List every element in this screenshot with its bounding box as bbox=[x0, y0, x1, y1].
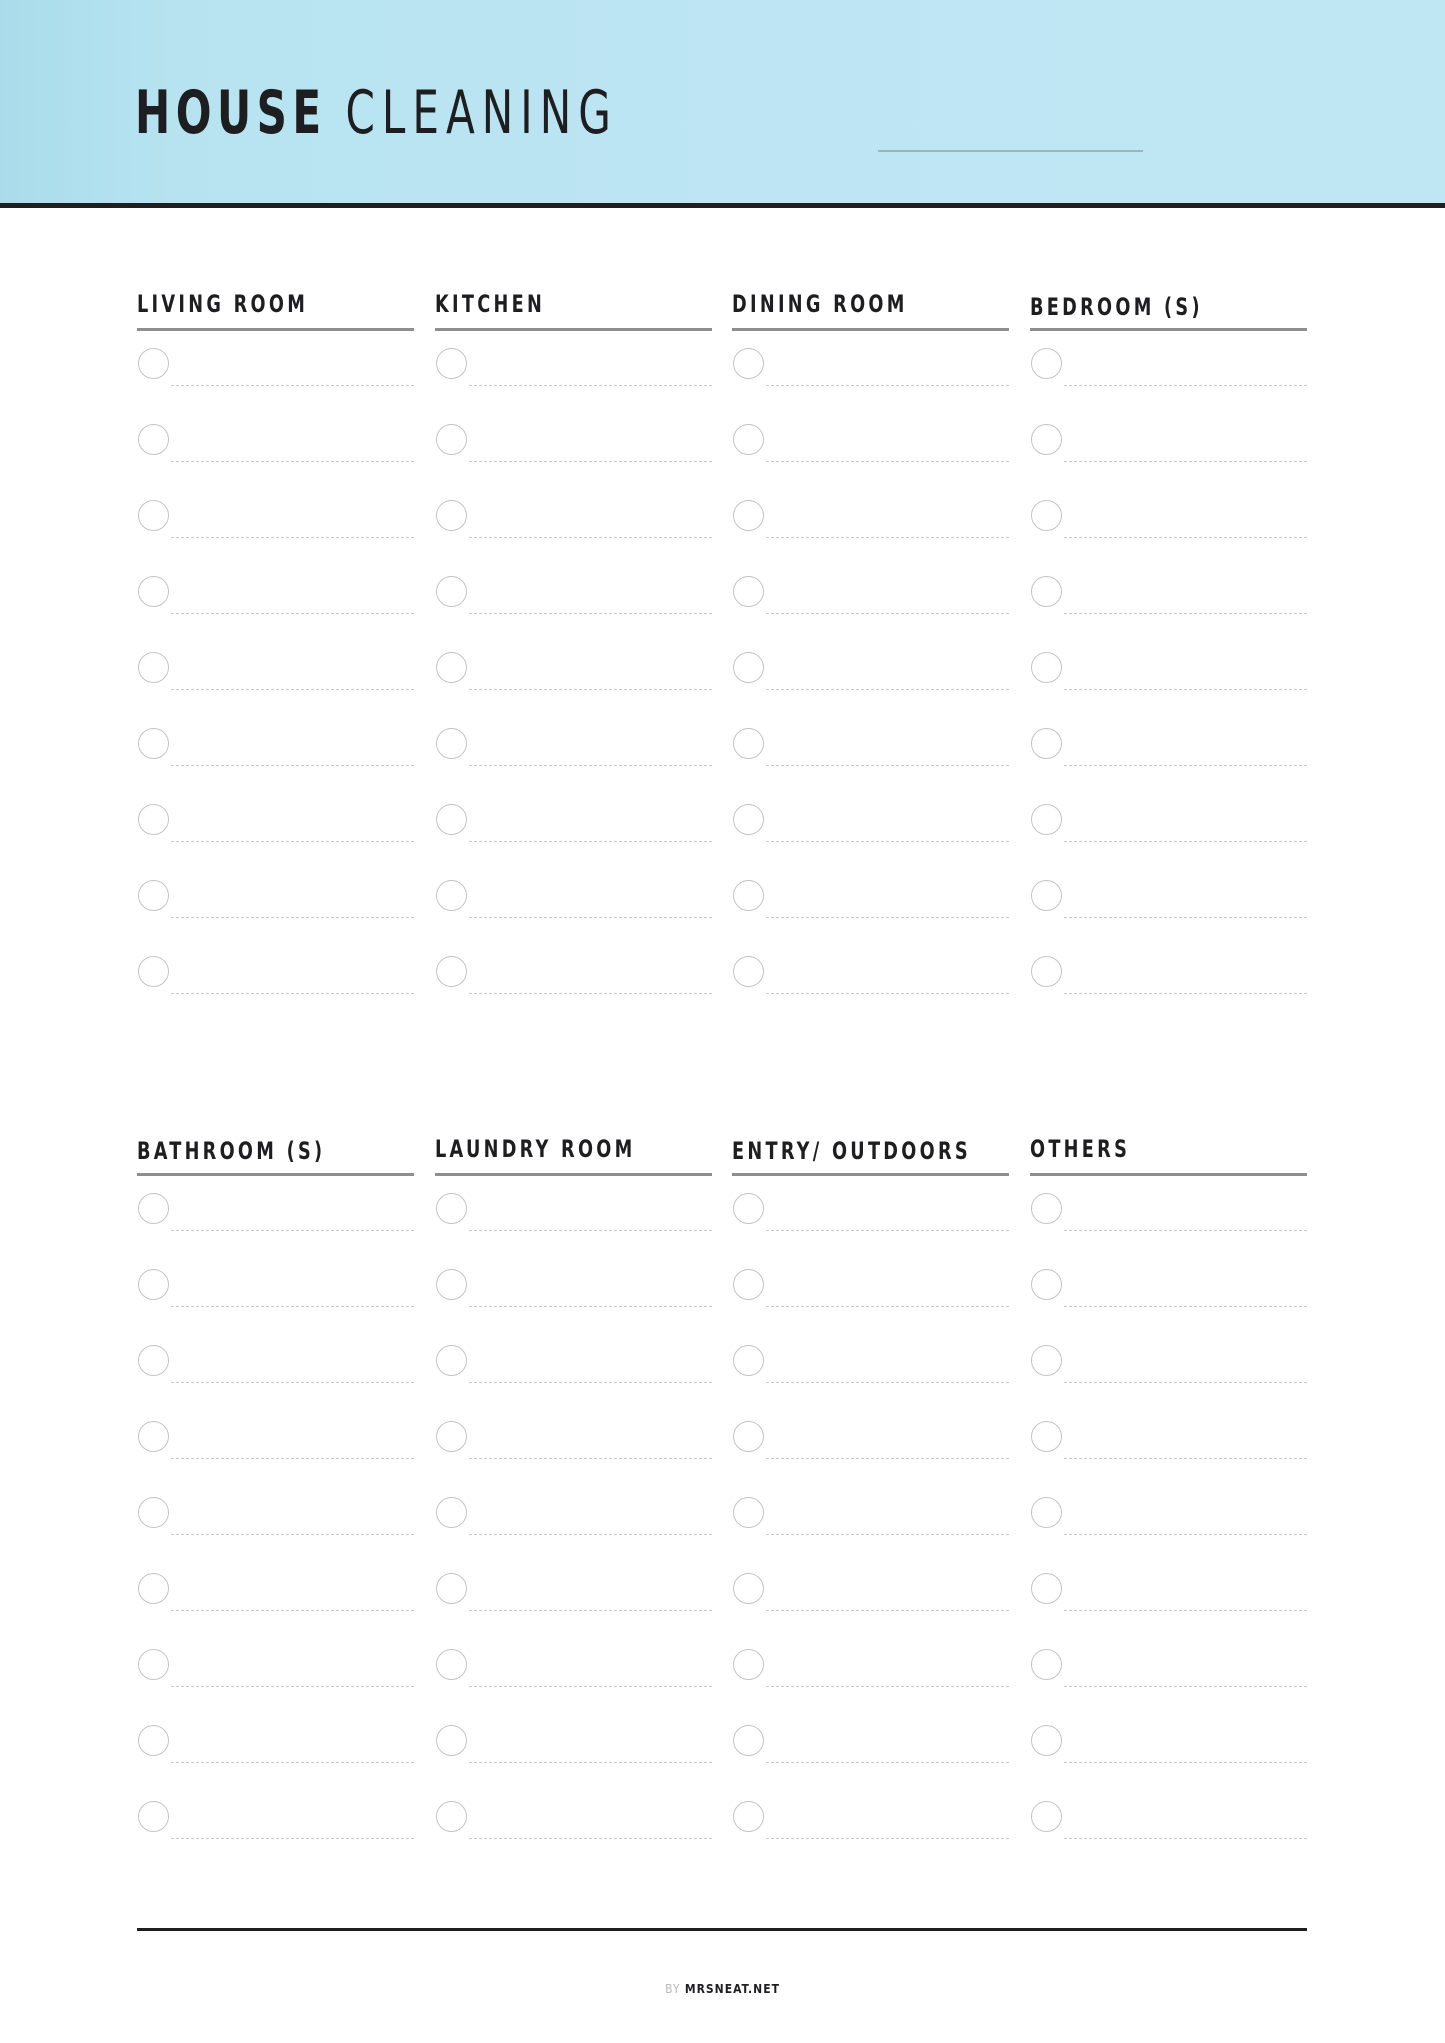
task-row bbox=[732, 1497, 1009, 1573]
checkbox-circle-icon[interactable] bbox=[138, 1497, 169, 1528]
checkbox-circle-icon[interactable] bbox=[733, 1725, 764, 1756]
checkbox-circle-icon[interactable] bbox=[1031, 1269, 1062, 1300]
checkbox-circle-icon[interactable] bbox=[436, 500, 467, 531]
checkbox-circle-icon[interactable] bbox=[733, 1801, 764, 1832]
task-row bbox=[732, 1269, 1009, 1345]
task-write-line[interactable] bbox=[171, 1306, 414, 1307]
checkbox-circle-icon[interactable] bbox=[1031, 1649, 1062, 1680]
task-write-line[interactable] bbox=[766, 917, 1009, 918]
task-row bbox=[1030, 728, 1307, 804]
task-row bbox=[137, 728, 414, 804]
task-row bbox=[1030, 1421, 1307, 1497]
task-row bbox=[1030, 424, 1307, 500]
task-row bbox=[137, 1269, 414, 1345]
task-write-line[interactable] bbox=[766, 385, 1009, 386]
task-write-line[interactable] bbox=[171, 1458, 414, 1459]
task-row bbox=[732, 1649, 1009, 1725]
heading-underline bbox=[1030, 328, 1307, 331]
heading-underline bbox=[732, 1173, 1009, 1176]
checkbox-circle-icon[interactable] bbox=[138, 576, 169, 607]
task-write-line[interactable] bbox=[469, 1838, 712, 1839]
task-row bbox=[732, 1345, 1009, 1421]
task-write-line[interactable] bbox=[469, 537, 712, 538]
task-write-line[interactable] bbox=[171, 689, 414, 690]
task-write-line[interactable] bbox=[766, 993, 1009, 994]
task-row bbox=[137, 1421, 414, 1497]
task-row bbox=[732, 348, 1009, 424]
task-row bbox=[137, 348, 414, 424]
task-row bbox=[732, 956, 1009, 1032]
header-divider bbox=[0, 203, 1445, 208]
checkbox-circle-icon[interactable] bbox=[436, 1649, 467, 1680]
task-row bbox=[435, 1725, 712, 1801]
task-row bbox=[435, 1497, 712, 1573]
task-write-line[interactable] bbox=[171, 1534, 414, 1535]
task-write-line[interactable] bbox=[766, 1686, 1009, 1687]
task-write-line[interactable] bbox=[469, 1230, 712, 1231]
checkbox-circle-icon[interactable] bbox=[733, 804, 764, 835]
checkbox-circle-icon[interactable] bbox=[1031, 1421, 1062, 1452]
checkbox-circle-icon[interactable] bbox=[1031, 956, 1062, 987]
task-write-line[interactable] bbox=[1064, 1534, 1307, 1535]
task-row bbox=[137, 956, 414, 1032]
task-row bbox=[435, 1573, 712, 1649]
task-write-line[interactable] bbox=[469, 461, 712, 462]
task-write-line[interactable] bbox=[766, 1458, 1009, 1459]
task-row bbox=[435, 424, 712, 500]
task-write-line[interactable] bbox=[171, 765, 414, 766]
checkbox-circle-icon[interactable] bbox=[138, 728, 169, 759]
checkbox-circle-icon[interactable] bbox=[733, 1497, 764, 1528]
task-row bbox=[137, 652, 414, 728]
checkbox-circle-icon[interactable] bbox=[733, 576, 764, 607]
task-write-line[interactable] bbox=[469, 613, 712, 614]
checkbox-circle-icon[interactable] bbox=[436, 652, 467, 683]
task-row bbox=[1030, 956, 1307, 1032]
task-write-line[interactable] bbox=[469, 1458, 712, 1459]
checkbox-circle-icon[interactable] bbox=[436, 1497, 467, 1528]
checkbox-circle-icon[interactable] bbox=[138, 1421, 169, 1452]
task-write-line[interactable] bbox=[766, 841, 1009, 842]
page-title bbox=[135, 78, 618, 148]
task-write-line[interactable] bbox=[171, 841, 414, 842]
checkbox-circle-icon[interactable] bbox=[1031, 652, 1062, 683]
task-write-line[interactable] bbox=[766, 1610, 1009, 1611]
checkbox-circle-icon[interactable] bbox=[733, 1269, 764, 1300]
checkbox-circle-icon[interactable] bbox=[436, 424, 467, 455]
task-row bbox=[137, 880, 414, 956]
task-write-line[interactable] bbox=[1064, 1686, 1307, 1687]
task-row bbox=[435, 1421, 712, 1497]
task-row bbox=[1030, 1269, 1307, 1345]
heading-underline bbox=[435, 1173, 712, 1176]
checkbox-circle-icon[interactable] bbox=[138, 1345, 169, 1376]
checkbox-circle-icon[interactable] bbox=[436, 1421, 467, 1452]
task-row bbox=[435, 1345, 712, 1421]
task-row bbox=[435, 500, 712, 576]
task-row bbox=[1030, 1573, 1307, 1649]
room-heading: OTHERS bbox=[1030, 1135, 1131, 1163]
task-write-line[interactable] bbox=[469, 1534, 712, 1535]
checkbox-circle-icon[interactable] bbox=[138, 348, 169, 379]
checkbox-circle-icon[interactable] bbox=[436, 880, 467, 911]
checkbox-circle-icon[interactable] bbox=[1031, 728, 1062, 759]
title-bold: HOUSE bbox=[135, 78, 327, 148]
task-write-line[interactable] bbox=[171, 1762, 414, 1763]
checkbox-circle-icon[interactable] bbox=[436, 1573, 467, 1604]
checkbox-circle-icon[interactable] bbox=[138, 1269, 169, 1300]
checkbox-circle-icon[interactable] bbox=[436, 1345, 467, 1376]
checkbox-circle-icon[interactable] bbox=[436, 1725, 467, 1756]
checkbox-circle-icon[interactable] bbox=[436, 348, 467, 379]
task-row bbox=[1030, 1649, 1307, 1725]
task-row bbox=[435, 1801, 712, 1877]
checkbox-circle-icon[interactable] bbox=[1031, 880, 1062, 911]
task-row bbox=[1030, 500, 1307, 576]
task-row bbox=[137, 1573, 414, 1649]
task-write-line[interactable] bbox=[469, 385, 712, 386]
task-write-line[interactable] bbox=[171, 537, 414, 538]
task-write-line[interactable] bbox=[469, 765, 712, 766]
task-row bbox=[1030, 1497, 1307, 1573]
checkbox-circle-icon[interactable] bbox=[733, 348, 764, 379]
name-write-line[interactable] bbox=[878, 150, 1143, 152]
task-row bbox=[137, 1193, 414, 1269]
task-row bbox=[435, 880, 712, 956]
task-write-line[interactable] bbox=[171, 1382, 414, 1383]
checkbox-circle-icon[interactable] bbox=[1031, 1725, 1062, 1756]
checkbox-circle-icon[interactable] bbox=[138, 1193, 169, 1224]
task-row bbox=[732, 1421, 1009, 1497]
checkbox-circle-icon[interactable] bbox=[138, 652, 169, 683]
task-row bbox=[1030, 1725, 1307, 1801]
task-write-line[interactable] bbox=[1064, 613, 1307, 614]
task-write-line[interactable] bbox=[171, 1230, 414, 1231]
task-write-line[interactable] bbox=[766, 1762, 1009, 1763]
task-row bbox=[435, 804, 712, 880]
task-write-line[interactable] bbox=[1064, 1458, 1307, 1459]
checkbox-circle-icon[interactable] bbox=[436, 728, 467, 759]
task-write-line[interactable] bbox=[171, 385, 414, 386]
checkbox-circle-icon[interactable] bbox=[436, 1801, 467, 1832]
task-write-line[interactable] bbox=[1064, 841, 1307, 842]
task-row bbox=[732, 804, 1009, 880]
task-write-line[interactable] bbox=[469, 689, 712, 690]
task-write-line[interactable] bbox=[469, 841, 712, 842]
checkbox-circle-icon[interactable] bbox=[1031, 348, 1062, 379]
checkbox-circle-icon[interactable] bbox=[1031, 424, 1062, 455]
task-row bbox=[137, 1345, 414, 1421]
task-write-line[interactable] bbox=[469, 1382, 712, 1383]
task-row bbox=[137, 1725, 414, 1801]
task-row bbox=[435, 728, 712, 804]
task-write-line[interactable] bbox=[766, 1534, 1009, 1535]
task-row bbox=[137, 424, 414, 500]
task-row bbox=[137, 1649, 414, 1725]
task-row bbox=[1030, 348, 1307, 424]
task-write-line[interactable] bbox=[1064, 993, 1307, 994]
task-write-line[interactable] bbox=[1064, 1838, 1307, 1839]
task-row bbox=[732, 1573, 1009, 1649]
task-row bbox=[732, 424, 1009, 500]
room-heading: BATHROOM (S) bbox=[137, 1137, 326, 1165]
task-row bbox=[435, 348, 712, 424]
task-write-line[interactable] bbox=[469, 1762, 712, 1763]
task-write-line[interactable] bbox=[766, 1306, 1009, 1307]
task-write-line[interactable] bbox=[1064, 1762, 1307, 1763]
task-row bbox=[732, 652, 1009, 728]
task-write-line[interactable] bbox=[171, 1838, 414, 1839]
task-row bbox=[1030, 804, 1307, 880]
checkbox-circle-icon[interactable] bbox=[138, 1801, 169, 1832]
header-banner bbox=[0, 0, 1445, 203]
task-write-line[interactable] bbox=[766, 689, 1009, 690]
task-row bbox=[435, 1193, 712, 1269]
task-row bbox=[732, 1193, 1009, 1269]
task-row bbox=[435, 1649, 712, 1725]
room-heading: LIVING ROOM bbox=[137, 290, 309, 318]
task-write-line[interactable] bbox=[1064, 917, 1307, 918]
checkbox-circle-icon[interactable] bbox=[1031, 500, 1062, 531]
checkbox-circle-icon[interactable] bbox=[1031, 1801, 1062, 1832]
checkbox-circle-icon[interactable] bbox=[1031, 1193, 1062, 1224]
checkbox-circle-icon[interactable] bbox=[138, 956, 169, 987]
room-heading: LAUNDRY ROOM bbox=[435, 1135, 636, 1163]
title-light: CLEANING bbox=[345, 78, 618, 148]
room-heading: KITCHEN bbox=[435, 290, 546, 318]
task-write-line[interactable] bbox=[171, 613, 414, 614]
task-row bbox=[137, 1497, 414, 1573]
task-row bbox=[732, 576, 1009, 652]
task-row bbox=[732, 500, 1009, 576]
task-write-line[interactable] bbox=[171, 1610, 414, 1611]
checkbox-circle-icon[interactable] bbox=[1031, 1345, 1062, 1376]
room-heading: ENTRY/ OUTDOORS bbox=[732, 1137, 971, 1165]
task-row bbox=[1030, 652, 1307, 728]
checkbox-circle-icon[interactable] bbox=[733, 956, 764, 987]
bottom-divider bbox=[137, 1928, 1307, 1931]
checkbox-circle-icon[interactable] bbox=[436, 1193, 467, 1224]
task-write-line[interactable] bbox=[766, 613, 1009, 614]
checkbox-circle-icon[interactable] bbox=[733, 424, 764, 455]
task-row bbox=[732, 728, 1009, 804]
task-write-line[interactable] bbox=[766, 1230, 1009, 1231]
checkbox-circle-icon[interactable] bbox=[138, 1649, 169, 1680]
checkbox-circle-icon[interactable] bbox=[1031, 576, 1062, 607]
task-write-line[interactable] bbox=[1064, 689, 1307, 690]
heading-underline bbox=[732, 328, 1009, 331]
task-write-line[interactable] bbox=[1064, 385, 1307, 386]
room-heading: BEDROOM (S) bbox=[1030, 293, 1203, 321]
task-row bbox=[732, 1725, 1009, 1801]
footer-by: BY bbox=[665, 1982, 681, 1996]
checkbox-circle-icon[interactable] bbox=[733, 1345, 764, 1376]
checkbox-circle-icon[interactable] bbox=[1031, 1497, 1062, 1528]
task-row bbox=[1030, 880, 1307, 956]
task-write-line[interactable] bbox=[1064, 461, 1307, 462]
checkbox-circle-icon[interactable] bbox=[733, 1193, 764, 1224]
task-write-line[interactable] bbox=[469, 1306, 712, 1307]
task-write-line[interactable] bbox=[469, 917, 712, 918]
checkbox-circle-icon[interactable] bbox=[1031, 804, 1062, 835]
task-row bbox=[137, 576, 414, 652]
task-row bbox=[1030, 1193, 1307, 1269]
checkbox-circle-icon[interactable] bbox=[1031, 1573, 1062, 1604]
checkbox-circle-icon[interactable] bbox=[733, 880, 764, 911]
footer-credit bbox=[0, 1982, 1445, 1996]
room-heading: DINING ROOM bbox=[732, 290, 908, 318]
task-write-line[interactable] bbox=[766, 1838, 1009, 1839]
task-write-line[interactable] bbox=[766, 765, 1009, 766]
task-write-line[interactable] bbox=[1064, 765, 1307, 766]
task-row bbox=[1030, 1801, 1307, 1877]
task-row bbox=[435, 1269, 712, 1345]
task-row bbox=[1030, 1345, 1307, 1421]
checkbox-circle-icon[interactable] bbox=[138, 1725, 169, 1756]
heading-underline bbox=[435, 328, 712, 331]
checkbox-circle-icon[interactable] bbox=[138, 424, 169, 455]
task-row bbox=[1030, 576, 1307, 652]
heading-underline bbox=[137, 328, 414, 331]
heading-underline bbox=[137, 1173, 414, 1176]
task-write-line[interactable] bbox=[1064, 1610, 1307, 1611]
checkbox-circle-icon[interactable] bbox=[138, 804, 169, 835]
task-write-line[interactable] bbox=[171, 461, 414, 462]
task-write-line[interactable] bbox=[171, 917, 414, 918]
task-write-line[interactable] bbox=[1064, 1382, 1307, 1383]
task-write-line[interactable] bbox=[1064, 1306, 1307, 1307]
checkbox-circle-icon[interactable] bbox=[733, 652, 764, 683]
task-row bbox=[435, 956, 712, 1032]
checkbox-circle-icon[interactable] bbox=[733, 500, 764, 531]
task-write-line[interactable] bbox=[766, 537, 1009, 538]
task-row bbox=[732, 1801, 1009, 1877]
checkbox-circle-icon[interactable] bbox=[436, 1269, 467, 1300]
checkbox-circle-icon[interactable] bbox=[436, 576, 467, 607]
task-write-line[interactable] bbox=[766, 461, 1009, 462]
checkbox-circle-icon[interactable] bbox=[138, 880, 169, 911]
checkbox-circle-icon[interactable] bbox=[733, 1649, 764, 1680]
task-row bbox=[137, 804, 414, 880]
task-write-line[interactable] bbox=[469, 1610, 712, 1611]
task-row bbox=[435, 576, 712, 652]
checkbox-circle-icon[interactable] bbox=[436, 804, 467, 835]
footer-site: MRSNEAT.NET bbox=[684, 1982, 780, 1996]
heading-underline bbox=[1030, 1173, 1307, 1176]
task-write-line[interactable] bbox=[469, 993, 712, 994]
task-row bbox=[732, 880, 1009, 956]
task-write-line[interactable] bbox=[469, 1686, 712, 1687]
checkbox-circle-icon[interactable] bbox=[733, 728, 764, 759]
task-row bbox=[435, 652, 712, 728]
checkbox-circle-icon[interactable] bbox=[733, 1421, 764, 1452]
task-write-line[interactable] bbox=[1064, 1230, 1307, 1231]
task-row bbox=[137, 500, 414, 576]
task-write-line[interactable] bbox=[766, 1382, 1009, 1383]
task-row bbox=[137, 1801, 414, 1877]
task-write-line[interactable] bbox=[1064, 537, 1307, 538]
checkbox-circle-icon[interactable] bbox=[138, 1573, 169, 1604]
checkbox-circle-icon[interactable] bbox=[436, 956, 467, 987]
task-write-line[interactable] bbox=[171, 1686, 414, 1687]
checkbox-circle-icon[interactable] bbox=[733, 1573, 764, 1604]
task-write-line[interactable] bbox=[171, 993, 414, 994]
checkbox-circle-icon[interactable] bbox=[138, 500, 169, 531]
